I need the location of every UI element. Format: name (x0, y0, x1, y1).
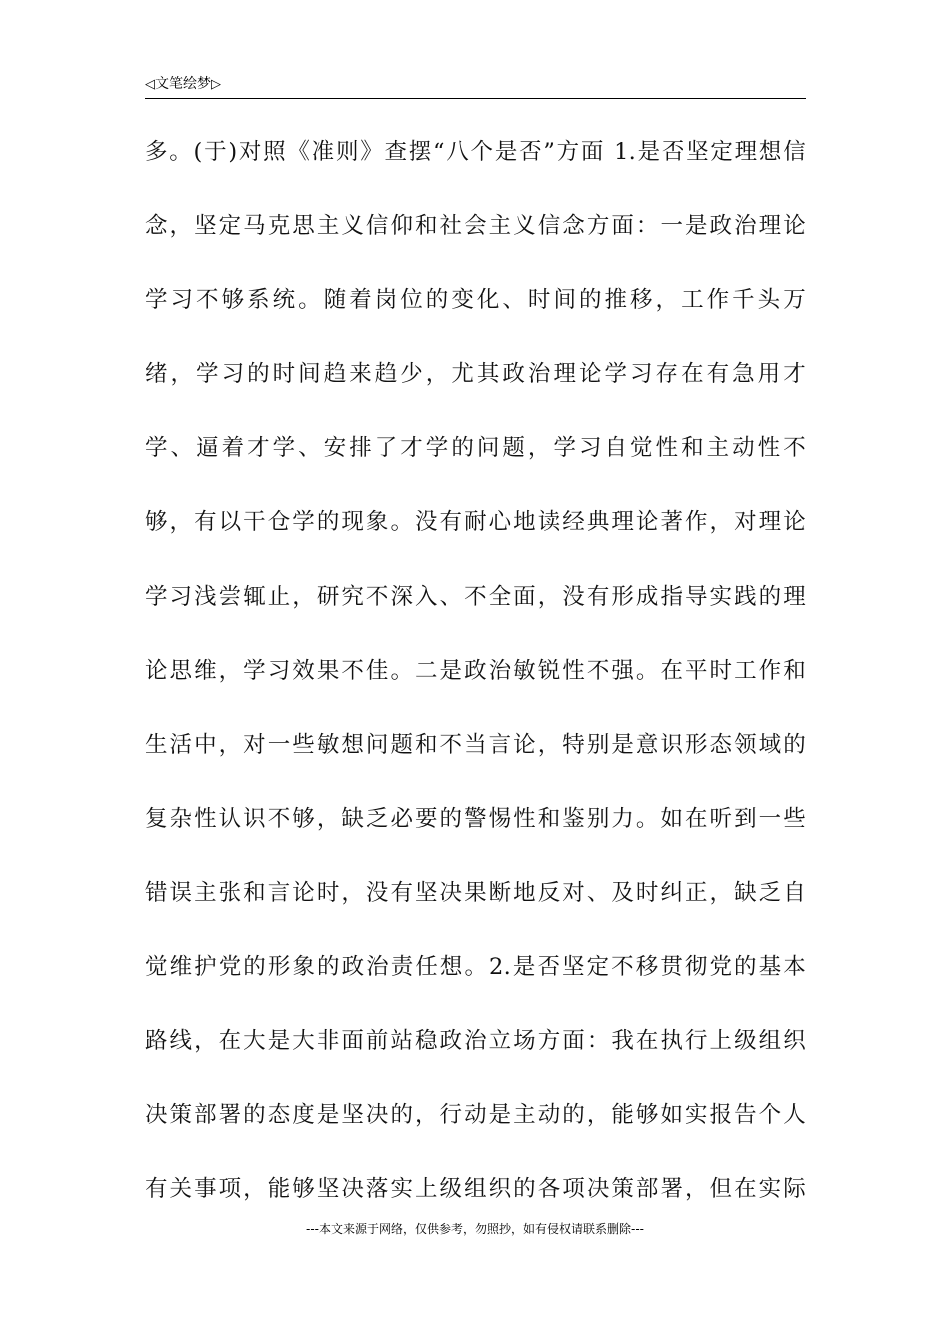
left-triangle-icon: ◁ (145, 77, 155, 92)
text-line: 够，有以干仓学的现象。没有耐心地读经典理论著作，对理论 (145, 509, 806, 536)
header-title: 文笔绘梦 (155, 76, 211, 92)
text-line: 学、逼着才学、安排了才学的问题，学习自觉性和主动性不 (145, 435, 806, 462)
text-line: 学习不够系统。随着岗位的变化、时间的推移，工作千头万 (145, 287, 806, 314)
text-line: 多。(于)对照《准则》查摆“八个是否”方面 1.是否坚定理想信 (145, 139, 806, 165)
document-body (145, 126, 806, 1237)
page-footer: ---本文来源于网络，仅供参考，勿照抄，如有侵权请联系删除--- (306, 1222, 644, 1236)
text-line: 觉维护党的形象的政治责任想。2.是否坚定不移贯彻党的基本 (145, 954, 806, 981)
text-line: 错误主张和言论时，没有坚决果断地反对、及时纠正，缺乏自 (145, 879, 806, 906)
text-line: 有关事项，能够坚决落实上级组织的各项决策部署，但在实际 (145, 1176, 806, 1203)
right-triangle-icon: ▷ (211, 77, 221, 92)
text-line: 绪，学习的时间趋来趋少，尤其政治理论学习存在有急用才 (145, 361, 806, 388)
text-line: 决策部署的态度是坚决的，行动是主动的，能够如实报告个人 (145, 1102, 806, 1129)
text-line: 念，坚定马克思主义信仰和社会主义信念方面：一是政治理论 (145, 213, 806, 240)
text-line: 路线，在大是大非面前站稳政治立场方面：我在执行上级组织 (145, 1028, 806, 1055)
text-line: 生活中，对一些敏想问题和不当言论，特别是意识形态领域的 (145, 731, 806, 758)
text-line: 论思维，学习效果不佳。二是政治敏锐性不强。在平时工作和 (145, 657, 806, 684)
page-header (145, 74, 806, 99)
text-line: 学习浅尝辄止，研究不深入、不全面，没有形成指导实践的理 (145, 583, 806, 610)
text-line: 复杂性认识不够，缺乏必要的警惕性和鉴别力。如在听到一些 (145, 805, 806, 832)
